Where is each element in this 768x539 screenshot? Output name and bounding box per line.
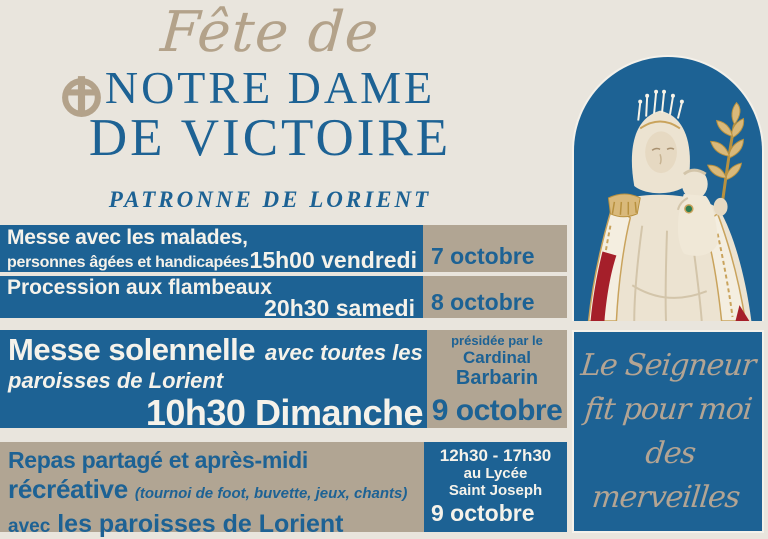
event-3-presided-line3: Barbarin (455, 367, 539, 389)
event-3-title-line (8, 333, 423, 369)
statue-illustration (574, 57, 762, 321)
event-3-title-suffix: avec toutes les (265, 340, 423, 365)
quote-line-3: des merveilles (590, 435, 742, 515)
event-1-title: Messe avec les malades, (7, 226, 248, 249)
event-row-4 (0, 442, 424, 538)
event-2-date: 8 octobre (431, 289, 535, 315)
event-row-3 (0, 330, 427, 433)
title-line1: NOTRE DAME (104, 62, 436, 113)
event-2-time: 20h30 samedi (264, 295, 415, 321)
event-1-subtitle: personnes âgées et handicapées (7, 254, 249, 271)
event-1-date-cell (423, 225, 567, 272)
script-title: Fête de (158, 0, 382, 65)
event-4-schedule-line2: au Lycée (463, 465, 528, 482)
event-4-title-line3 (8, 509, 420, 539)
event-4-title-line2-text: récréative (8, 474, 128, 504)
quote-block (572, 330, 764, 533)
event-3-date: 9 octobre (431, 394, 563, 427)
title-line2: DE VICTOIRE (88, 109, 452, 167)
event-2-date-cell (423, 276, 567, 318)
event-1-date: 7 octobre (431, 243, 535, 269)
event-3-side-cell (427, 330, 567, 428)
quote-line-1: Le Seigneur (579, 347, 757, 383)
event-3-presided-line2: Cardinal (462, 348, 532, 367)
event-2-title: Procession aux flambeaux (7, 276, 272, 299)
event-1-time: 15h00 vendredi (249, 247, 417, 273)
subtitle-patronne: PATRONNE DE LORIENT (108, 187, 432, 212)
event-4-line3-prefix: avec (8, 516, 51, 537)
event-3-presided-line1: présidée par le (451, 333, 543, 348)
event-4-schedule-line3: Saint Joseph (448, 482, 543, 499)
quote-line-2: fit pour moi (582, 391, 754, 427)
event-row-2 (0, 276, 423, 321)
event-4-side-cell (424, 442, 567, 532)
event-3-title-line2: paroisses de Lorient (8, 368, 224, 393)
event-4-title-line1: Repas partagé et après-midi (8, 447, 308, 473)
event-3-title: Messe solennelle (8, 332, 256, 367)
event-1-line2 (7, 249, 419, 272)
madonna-and-child-statue-image (572, 55, 764, 321)
event-4-date: 9 octobre (431, 500, 535, 526)
event-4-title-line2 (8, 474, 420, 509)
event-4-line3-text: les paroisses de Lorient (57, 510, 344, 538)
event-3-time: 10h30 Dimanche (145, 392, 423, 433)
event-4-schedule-line1: 12h30 - 17h30 (439, 446, 552, 465)
event-row-1 (0, 225, 423, 272)
event-4-note: (tournoi de foot, buvette, jeux, chants) (134, 485, 408, 502)
